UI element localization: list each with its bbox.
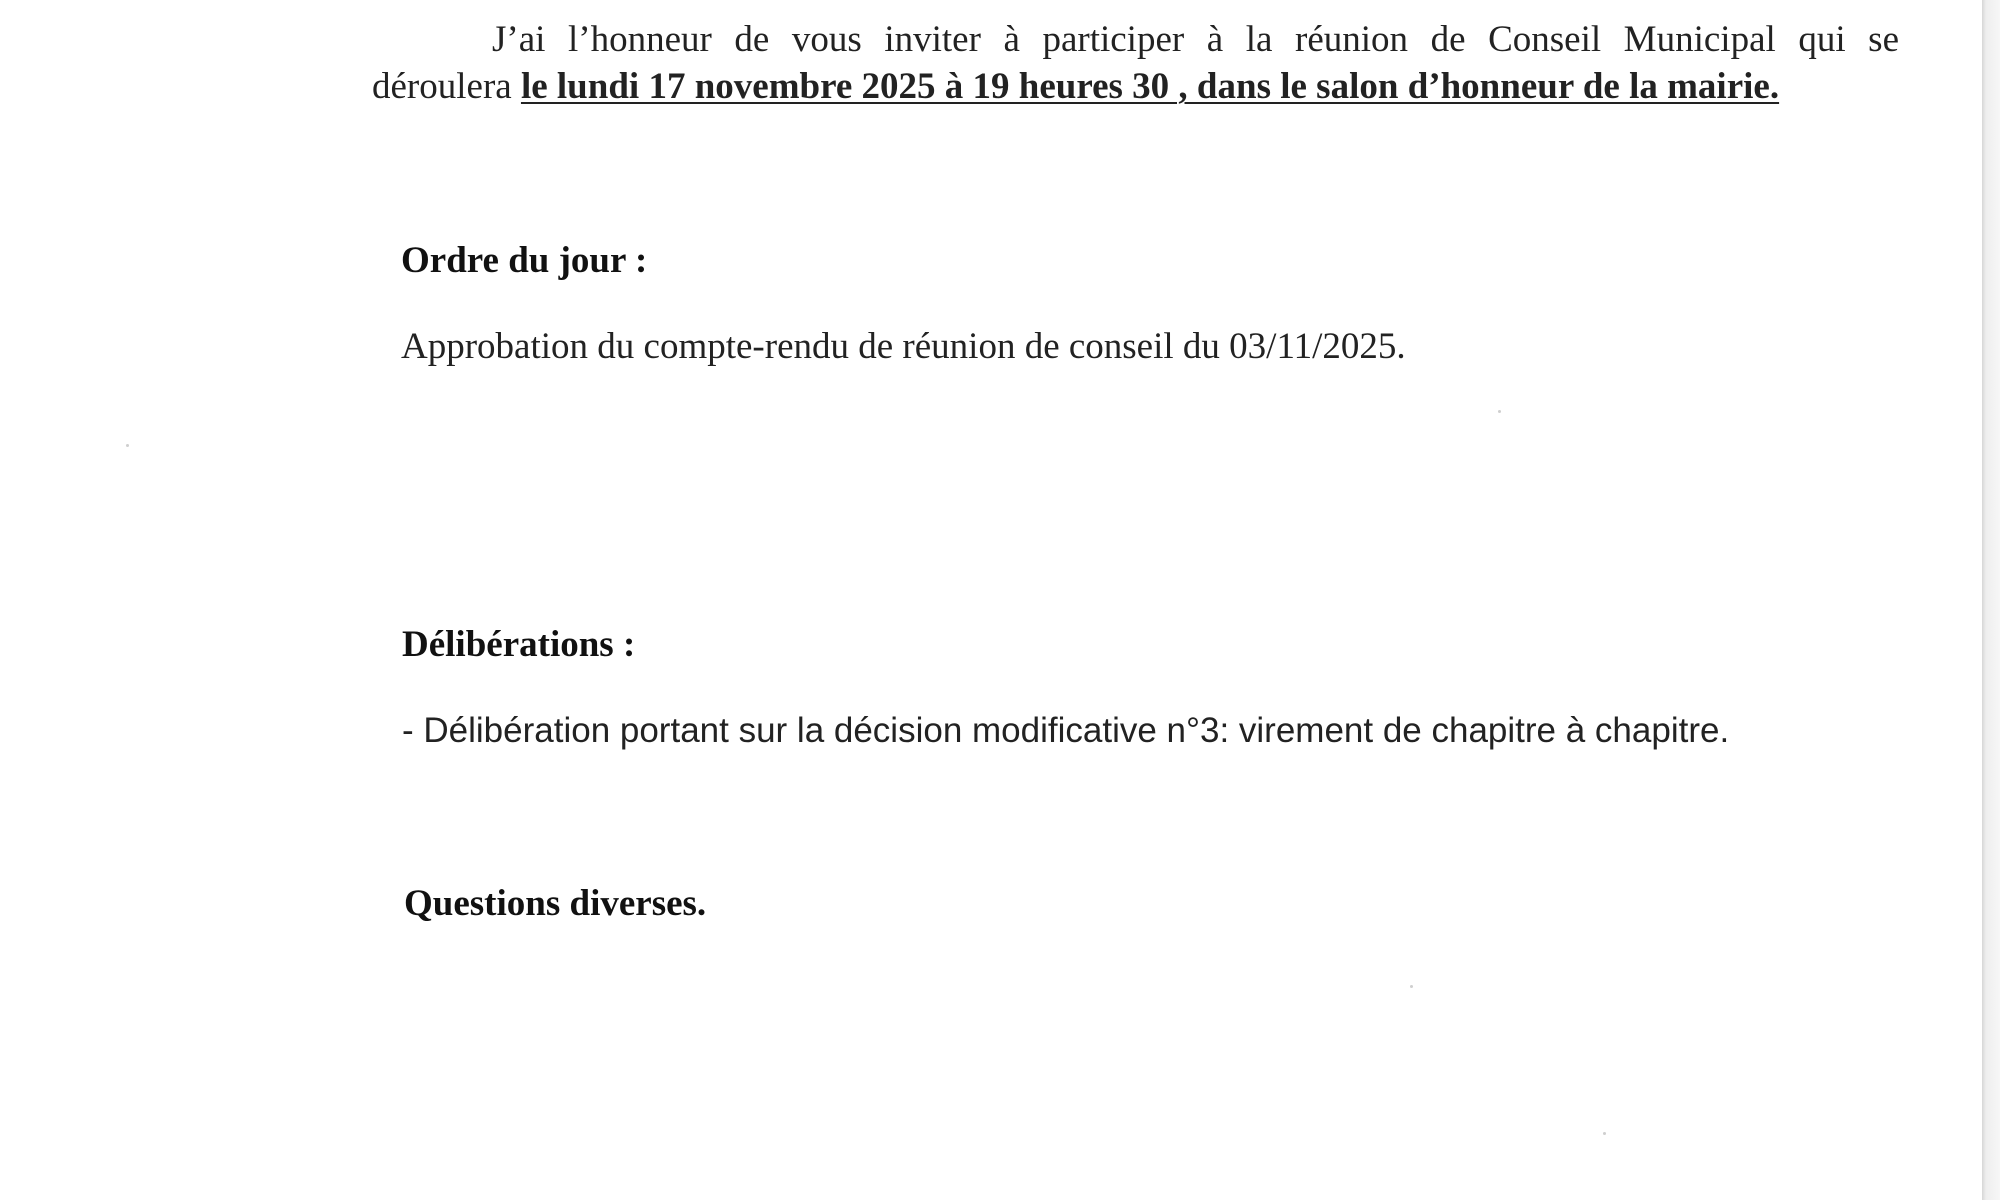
invitation-line-2 — [372, 63, 1899, 110]
scan-speck — [1498, 410, 1501, 413]
agenda-heading: Ordre du jour : — [401, 240, 648, 281]
deliberation-item: - Délibération portant sur la décision modificative n°3: virement de chapitre à chapitre. — [402, 711, 1730, 750]
scan-speck — [1603, 1132, 1606, 1135]
page-edge-shadow — [1982, 0, 2000, 1200]
invitation-paragraph — [372, 16, 1899, 110]
scan-speck — [126, 444, 129, 447]
invitation-line-2-prefix: déroulera — [372, 66, 521, 107]
meeting-date-location: le lundi 17 novembre 2025 à 19 heures 30 , dans le salon d’honneur de la mairie. — [520, 66, 1780, 107]
deliberations-heading: Délibérations : — [402, 624, 636, 665]
invitation-line-1: J’ai l’honneur de vous inviter à participer à la réunion de Conseil Municipal qui se — [492, 19, 1899, 60]
scan-speck — [1410, 985, 1413, 988]
questions-heading: Questions diverses. — [404, 883, 707, 924]
agenda-item: Approbation du compte-rendu de réunion de conseil du 03/11/2025. — [401, 326, 1406, 367]
